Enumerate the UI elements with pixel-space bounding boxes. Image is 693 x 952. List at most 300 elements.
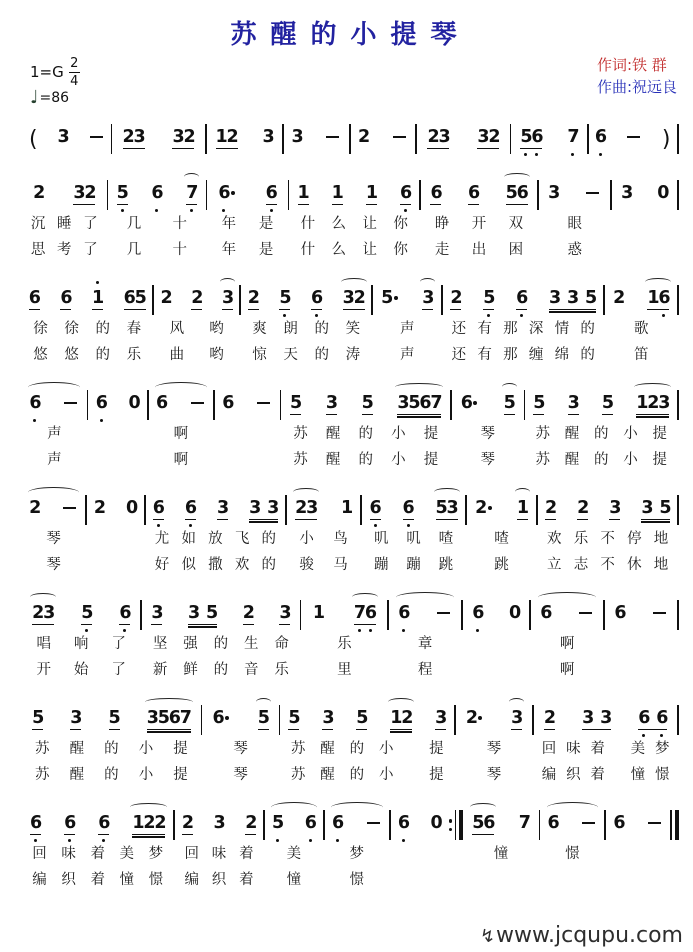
- lyric-syllable: 提: [652, 425, 667, 442]
- note-unit: [255, 392, 272, 414]
- music-system: [22, 276, 679, 366]
- lyrics-line-2: [205, 760, 275, 786]
- note-unit: [262, 126, 273, 148]
- lyric-syllable: 编: [541, 766, 557, 783]
- note-unit: [435, 707, 446, 730]
- notes: [29, 392, 40, 414]
- lyric-syllable: 的: [261, 530, 277, 547]
- notes: [341, 497, 352, 519]
- note: 2: [465, 708, 479, 728]
- notes: [98, 812, 109, 835]
- lyrics-line-2: [466, 865, 535, 891]
- note: 2: [93, 498, 107, 518]
- lyrics-line-1: [145, 629, 297, 655]
- lyrics-line-1: [470, 524, 534, 550]
- notes: [636, 392, 669, 415]
- note: 0: [430, 813, 443, 833]
- note: 6: [96, 392, 107, 414]
- note-unit: [147, 707, 191, 730]
- note: 3: [133, 127, 146, 147]
- measure: [540, 801, 604, 891]
- note-unit: [641, 497, 670, 520]
- note: 7: [179, 708, 192, 728]
- lyric-syllable: 啊: [559, 661, 575, 678]
- note-unit: [356, 707, 367, 730]
- slur-arc: [504, 173, 530, 181]
- measure: [456, 696, 532, 786]
- note-unit: [191, 287, 202, 310]
- note-unit: [430, 182, 441, 205]
- composer-credit: 作曲:祝远良: [596, 77, 677, 96]
- lyrics-line-1: [290, 524, 358, 550]
- lyrics-line-2: [25, 340, 149, 366]
- notes: [580, 812, 597, 834]
- note: 6: [365, 602, 376, 624]
- measure: [22, 115, 111, 153]
- lyric-syllable: 的: [349, 766, 365, 783]
- unit-row: [25, 801, 170, 839]
- measure: [301, 591, 387, 681]
- slur-arc: [509, 698, 524, 706]
- notes: [477, 126, 499, 149]
- note: 5: [503, 393, 516, 413]
- lyrics-line-1: [304, 629, 384, 655]
- lyric-syllable: 命: [274, 635, 289, 652]
- notes: [217, 497, 228, 520]
- notes: [132, 812, 165, 835]
- note: 3: [621, 183, 634, 203]
- notes: [216, 126, 238, 149]
- unit-row: [455, 381, 521, 419]
- note-unit: [577, 497, 588, 520]
- note-unit: [160, 287, 171, 309]
- note-unit: [647, 287, 669, 310]
- lyric-syllable: 啊: [173, 451, 189, 468]
- note-unit: [362, 392, 373, 415]
- lyric-syllable: 提: [423, 425, 439, 442]
- unit-row: [354, 115, 413, 153]
- note-unit: [298, 182, 309, 205]
- note-unit: [222, 392, 233, 414]
- lyric-syllable: 乐: [337, 635, 352, 652]
- lyrics-line-2: [459, 760, 529, 786]
- low-octave-dot: [571, 153, 574, 156]
- note: 3: [70, 708, 83, 728]
- note-unit: [390, 707, 412, 730]
- lyrics-line-2: [244, 340, 368, 366]
- slur-arc: [256, 698, 271, 706]
- measure: [142, 591, 300, 681]
- lyric-syllable: 醒: [69, 766, 85, 783]
- lyric-syllable: 是: [258, 215, 274, 232]
- lyrics-line-1: [537, 734, 675, 760]
- notes: [614, 602, 625, 624]
- measure: [241, 276, 371, 366]
- lyric-syllable: 笛: [633, 346, 649, 363]
- lyric-syllable: 味: [61, 845, 76, 862]
- measure: [265, 801, 323, 891]
- notes: [466, 707, 484, 729]
- note: 6: [614, 603, 627, 623]
- lyrics-line-2: [608, 340, 674, 366]
- notes: [33, 182, 44, 204]
- notes: [343, 287, 365, 310]
- note: 3: [221, 288, 235, 308]
- notes: [188, 602, 217, 625]
- note: 2: [84, 183, 97, 203]
- close-parenthesis: ): [661, 126, 671, 152]
- note: 2: [122, 127, 135, 147]
- notes: [582, 707, 611, 730]
- note-unit: [520, 126, 542, 149]
- low-octave-dot: [358, 629, 361, 632]
- note: 6: [638, 707, 649, 729]
- note-unit: [517, 497, 528, 520]
- notes: [123, 126, 145, 149]
- lyric-syllable: 的: [358, 425, 373, 442]
- note-unit: [584, 182, 601, 204]
- note: 2: [32, 603, 45, 623]
- note-unit: [398, 812, 409, 834]
- note: 5: [585, 288, 598, 308]
- notes: [295, 497, 317, 520]
- low-octave-dot: [535, 153, 538, 156]
- lyric-syllable: 乐: [126, 346, 142, 363]
- note-unit: [266, 182, 277, 205]
- note-unit: [29, 287, 40, 310]
- lyrics-line-2: [25, 655, 137, 681]
- dash-note: [90, 136, 103, 138]
- notes: [549, 287, 596, 310]
- note: 6: [430, 183, 443, 203]
- lyric-syllable: 你: [393, 215, 408, 232]
- lyric-syllable: 醒: [69, 740, 85, 757]
- lyrics-line-2: [615, 235, 674, 261]
- notes: [324, 126, 341, 148]
- note-unit: [582, 707, 611, 730]
- notes: [73, 182, 95, 205]
- lyric-syllable: 朗: [283, 320, 298, 337]
- lyric-syllable: 味: [566, 740, 581, 757]
- lyric-syllable: 十: [172, 215, 188, 232]
- notes: [391, 126, 408, 148]
- note-unit: [332, 812, 343, 834]
- note: 6: [266, 182, 277, 204]
- note-unit: [516, 287, 527, 310]
- notes: [279, 602, 290, 625]
- lyric-syllable: 琴: [233, 740, 248, 757]
- slur-arc: [645, 278, 671, 286]
- lyric-syllable: 么: [331, 241, 347, 258]
- lyric-syllable: 声: [399, 346, 415, 363]
- lyric-syllable: 提: [652, 451, 667, 468]
- note-unit: [509, 602, 520, 624]
- low-octave-dot: [369, 629, 372, 632]
- lyric-syllable: 的: [104, 740, 119, 757]
- dash-note: [586, 192, 599, 194]
- lyrics-line-2: [328, 865, 386, 891]
- lyric-syllable: 醒: [325, 425, 341, 442]
- lyric-syllable: 飞: [234, 530, 250, 547]
- lyric-syllable: 小: [299, 530, 314, 547]
- note-unit: [613, 812, 624, 834]
- note: 5: [81, 602, 92, 624]
- unit-row: [466, 801, 535, 839]
- note: 3: [306, 498, 319, 518]
- score-body: [22, 115, 679, 891]
- note: 6: [151, 182, 162, 204]
- note-unit: [403, 497, 414, 520]
- note-unit: [544, 707, 555, 730]
- note: 0: [126, 498, 139, 518]
- lyrics-line-1: [210, 209, 285, 235]
- measure: [373, 276, 441, 366]
- lyric-syllable: 撒: [208, 556, 223, 573]
- lyric-syllable: 几: [126, 241, 142, 258]
- note-unit: [651, 602, 668, 624]
- lyrics-line-1: [365, 524, 462, 550]
- notes: [567, 126, 578, 148]
- note: 6: [403, 497, 414, 519]
- measure: [287, 486, 361, 576]
- lyric-syllable: 的: [593, 451, 609, 468]
- note-unit: [64, 812, 75, 835]
- note: 5: [601, 393, 615, 413]
- notes: [61, 497, 78, 519]
- notes: [81, 602, 92, 625]
- note: 6: [60, 288, 73, 308]
- note-unit: [88, 126, 105, 148]
- unit-row: [466, 591, 526, 629]
- note: 6: [98, 812, 109, 834]
- lyrics-line-1: [205, 734, 275, 760]
- lyrics-line-1: [394, 839, 446, 865]
- notes: [430, 182, 441, 205]
- unit-row: [537, 696, 675, 734]
- note: 6: [656, 707, 667, 729]
- measure: [22, 381, 87, 471]
- lyric-syllable: 出: [471, 241, 487, 258]
- lyric-syllable: 欢: [547, 530, 562, 547]
- notes: [88, 126, 105, 148]
- lyric-syllable: 憧: [119, 871, 135, 888]
- augmentation-dot: [486, 506, 493, 510]
- unit-row: [592, 115, 675, 153]
- lyrics-line-2: [534, 655, 600, 681]
- note-unit: [73, 182, 95, 205]
- lyrics-line-2: [91, 445, 144, 471]
- notes: [29, 287, 40, 310]
- notes: [255, 392, 272, 414]
- dash-note: [393, 136, 406, 138]
- notes: [109, 707, 120, 730]
- lyric-syllable: 憧: [493, 845, 509, 862]
- unit-row: [528, 381, 674, 419]
- lyrics-line-2: [466, 655, 526, 681]
- lyrics-line-1: [268, 839, 320, 865]
- music-system: [22, 381, 679, 471]
- note-unit: [548, 182, 559, 204]
- measure: [511, 115, 587, 153]
- lyrics-line-2: [178, 865, 260, 891]
- note: 5: [272, 812, 283, 834]
- unit-row: [608, 591, 674, 629]
- note: 5: [117, 182, 128, 204]
- lyric-syllable: 乐: [573, 530, 589, 547]
- note: 3: [477, 127, 490, 147]
- notes: [290, 392, 301, 415]
- notes: [160, 287, 171, 309]
- measure-row: [22, 801, 679, 891]
- time-signature-numerator: 2: [70, 56, 79, 71]
- note: 3: [279, 603, 292, 623]
- unit-row: [615, 171, 674, 209]
- measure: [149, 381, 214, 471]
- notes: [94, 497, 105, 519]
- note: 6: [30, 812, 41, 834]
- lyric-syllable: 生: [243, 635, 259, 652]
- note-unit: [188, 602, 217, 625]
- notes: [651, 602, 668, 624]
- low-octave-dot: [402, 839, 405, 842]
- notes: [450, 287, 461, 310]
- notes: [151, 182, 162, 204]
- notes: [305, 812, 316, 834]
- notes: [366, 182, 377, 205]
- dash-note: [627, 136, 640, 138]
- lyric-syllable: 琴: [46, 556, 61, 573]
- low-octave-dot: [524, 153, 527, 156]
- lyrics-line-1: [178, 839, 260, 865]
- lyric-syllable: 志: [573, 556, 589, 573]
- music-system: [22, 591, 679, 681]
- note-unit: [400, 182, 411, 205]
- measure: [284, 115, 349, 153]
- note: 7: [518, 813, 531, 833]
- notes: [258, 707, 269, 730]
- measure: [22, 276, 152, 366]
- unit-row: [210, 171, 285, 209]
- note: 6: [398, 812, 409, 834]
- note-unit: [272, 812, 283, 834]
- note-unit: [580, 812, 597, 834]
- lyric-syllable: 章: [417, 635, 433, 652]
- lyric-syllable: 了: [111, 635, 126, 652]
- notes: [609, 497, 620, 520]
- notes: [249, 497, 278, 520]
- measure: [605, 276, 677, 366]
- lyric-syllable: 好: [154, 556, 170, 573]
- note: 2: [450, 288, 463, 308]
- lyric-syllable: 声: [47, 425, 62, 442]
- notes: [311, 287, 322, 310]
- unit-row: [283, 696, 451, 734]
- measure: [612, 171, 677, 261]
- measure: [391, 801, 449, 891]
- note-unit: [472, 812, 494, 835]
- lyric-syllable: 苏: [293, 425, 308, 442]
- augmentation-dot: [392, 296, 399, 300]
- note-unit: [468, 182, 479, 205]
- unit-row: [420, 115, 507, 153]
- lyric-syllable: 美: [286, 845, 302, 862]
- lyrics-line-1: [328, 839, 386, 865]
- notes: [397, 392, 441, 415]
- measure-row: [22, 276, 679, 366]
- note-unit: [341, 497, 352, 519]
- note: 3: [267, 498, 280, 518]
- note-unit: [217, 497, 228, 520]
- lyric-syllable: 让: [362, 241, 377, 258]
- notes: [545, 497, 556, 520]
- measure: [207, 115, 283, 153]
- measure: [22, 801, 173, 891]
- note: 6: [332, 812, 343, 834]
- measure: [605, 591, 677, 681]
- watermark[interactable]: [480, 923, 683, 948]
- barline: [677, 705, 679, 735]
- low-octave-dot: [270, 209, 273, 212]
- notes: [248, 287, 259, 310]
- note: 6: [370, 497, 381, 519]
- lyric-syllable: 如: [181, 530, 196, 547]
- low-octave-dot: [309, 839, 312, 842]
- lyrics-line-1: [292, 209, 416, 235]
- lyrics-line-1: [284, 419, 447, 445]
- lyrics-line-1: [111, 209, 203, 235]
- lyrics-line-2: [111, 235, 203, 261]
- measure-row: [22, 486, 679, 576]
- notes: [381, 287, 399, 309]
- note-unit: [29, 497, 40, 519]
- notes: [70, 707, 81, 730]
- watermark-url[interactable]: www.jcqupu.com: [496, 923, 683, 948]
- note: 1: [516, 498, 530, 518]
- lyrics-line-1: [615, 209, 674, 235]
- lyric-syllable: 那: [503, 320, 518, 337]
- unit-row: [178, 801, 260, 839]
- lyric-syllable: 跳: [494, 556, 509, 573]
- slur-arc: [130, 803, 167, 811]
- dash-note: [579, 612, 592, 614]
- note-unit: [365, 812, 382, 834]
- note-unit: [186, 182, 197, 205]
- notes: [625, 126, 642, 148]
- low-octave-dot: [189, 524, 192, 527]
- notes: [468, 182, 479, 205]
- notes: [153, 497, 164, 520]
- note-unit: [621, 182, 632, 204]
- slur-arc: [145, 698, 193, 706]
- credits: [597, 55, 677, 99]
- lyrics-line-1: [283, 734, 451, 760]
- notes: [646, 812, 663, 834]
- unit-row: [459, 696, 529, 734]
- lyrics-line-2: [25, 760, 198, 786]
- lyric-syllable: 休: [627, 556, 642, 573]
- unit-row: [608, 276, 674, 314]
- note-unit: [249, 497, 278, 520]
- note: 7: [430, 393, 443, 413]
- measure: [351, 115, 416, 153]
- low-octave-dot: [374, 524, 377, 527]
- note: 6: [168, 708, 181, 728]
- note: 5: [533, 393, 546, 413]
- note-unit: [511, 707, 522, 730]
- note-unit: [435, 602, 452, 624]
- measure: [389, 591, 461, 681]
- notes: [435, 602, 452, 624]
